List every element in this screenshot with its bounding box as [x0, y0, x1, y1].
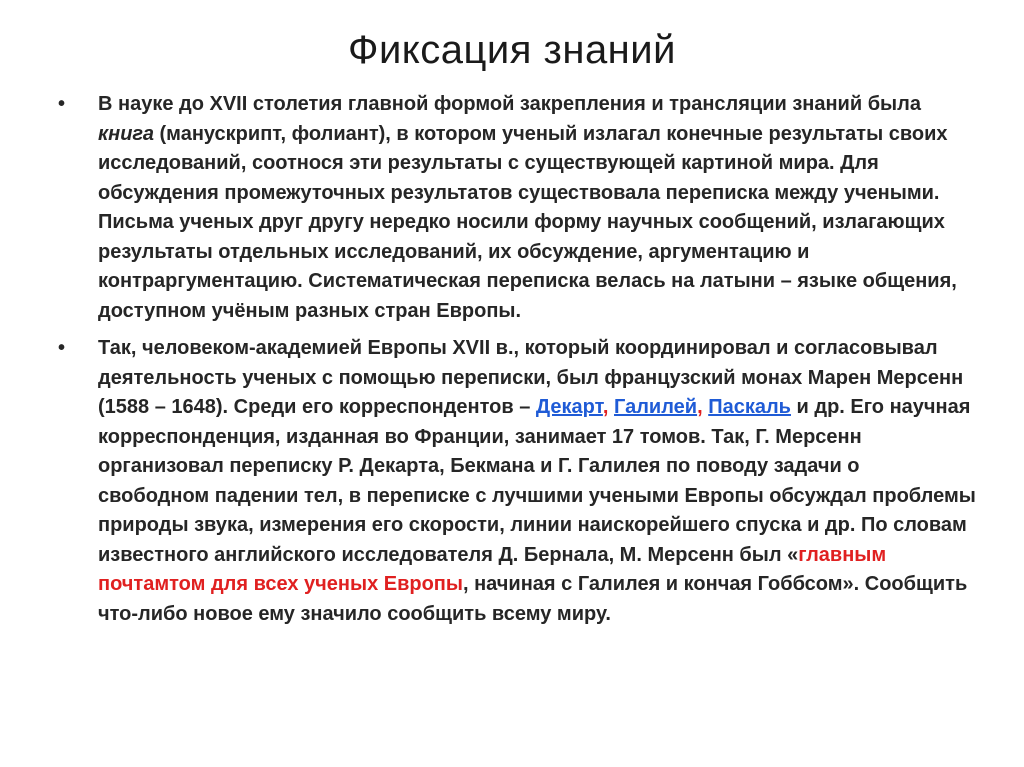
link-descartes[interactable]: Декарт	[535, 396, 603, 418]
paragraph-text: и др. Его научная корреспонденция, изданная во Франции, занимает 17 томов. Так, Г. Мерсенн организовал переписку Р. Декарта, Бекмана и Г. Галилея по поводу задачи о свободном падении тел, в переписке с лучшими учеными Европы обсуждал проблемы природы звука, измерения его скорости, линии наискорейшего спуска и др. По словам известного английского исследователя Д. Бернала, М. Мерсенн был «	[98, 396, 976, 566]
link-galileo[interactable]: Галилей	[614, 396, 698, 418]
paragraph-text: В науке до XVII столетия главной формой закрепления и трансляции знаний была	[98, 93, 921, 115]
slide-title: Фиксация знаний	[348, 28, 676, 72]
link-separator: ,	[602, 396, 609, 418]
bullet-item	[56, 90, 976, 326]
bullet-list	[56, 90, 976, 637]
paragraph-text: (манускрипт, фолиант), в котором ученый излагал конечные результаты своих исследований, соотнося эти результаты с существующей картиной мира. Для обсуждения промежуточных результатов существовала переписка между учеными. Письма ученых друг другу нередко носили форму научных сообщений, излагающих результаты отдельных исследований, их обсуждение, аргументацию и контраргументацию. Систематическая переписка велась на латыни – языке общения, доступном учёным разных стран Европы.	[98, 122, 957, 322]
highlighted-quote: главным почтамтом для всех ученых Европы	[98, 543, 887, 595]
link-separator: ,	[697, 396, 703, 418]
italic-term: книга	[98, 122, 154, 145]
paragraph-text: , начиная с Галилея и кончая Гоббсом». Сообщить что-либо новое ему значило сообщить всему миру.	[98, 573, 968, 625]
paragraph-text: Так, человеком-академией Европы XVII в., который координировал и согласовывал деятельность ученых с помощью переписки, был французский монах Марен Мерсенн (1588 – 1648). Среди его корреспондентов –	[98, 337, 964, 418]
bullet-icon: •	[58, 93, 66, 115]
bullet-item	[56, 334, 976, 629]
link-pascal[interactable]: Паскаль	[708, 396, 791, 418]
bullet-icon: •	[58, 337, 66, 359]
